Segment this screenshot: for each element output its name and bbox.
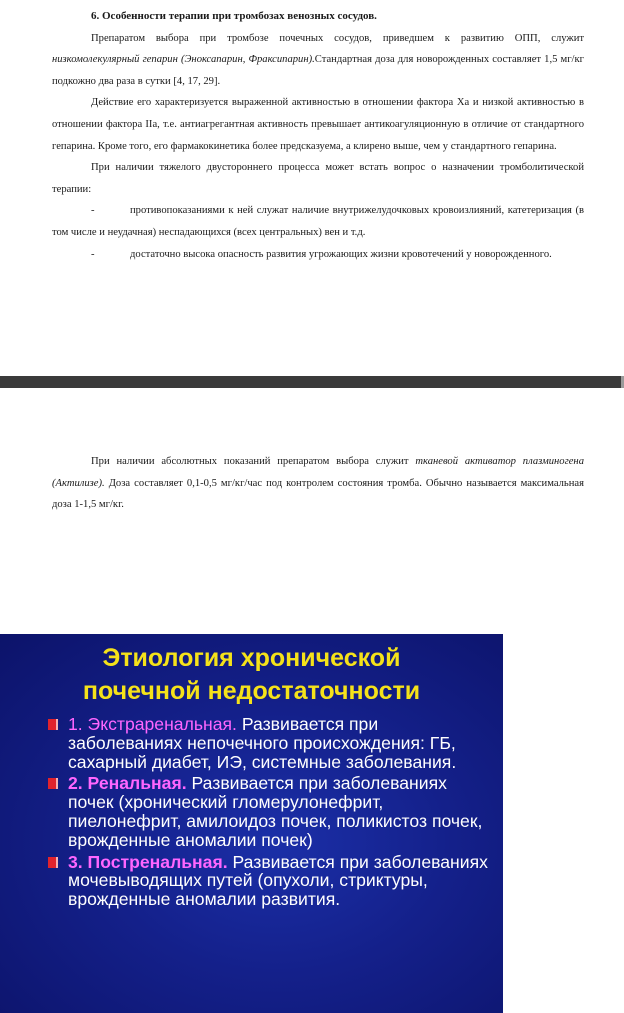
slide-title-line: Этиология хронической: [102, 644, 401, 672]
slide-bullet-item: [48, 774, 488, 849]
list-item: [52, 200, 584, 243]
drug-name-italic: низкомолекулярный гепарин (Эноксапарин, Фраксипарин).: [52, 54, 315, 66]
presentation-slide: [0, 634, 503, 1013]
square-bullet-icon: [48, 778, 58, 789]
paragraph-text: Стандартная доза для новорожденных составляет 1,5 мг/кг подкожно два раза в сутки [4, 17, 29].: [52, 54, 584, 87]
list-item-text: достаточно высока опасность развития угрожающих жизни кровотечений у новорожденного.: [130, 248, 552, 260]
paragraph-text: При наличии абсолютных показаний препаратом выбора служит: [91, 456, 416, 467]
paragraph-text: Доза составляет 0,1-0,5 мг/кг/час под контролем состояния тромба. Обычно называется максимальная доза 1-1,5 мг/кг.: [52, 477, 584, 511]
dash-marker: -: [91, 205, 95, 217]
slide-bullet-item: [48, 715, 488, 771]
item-label: 3. Постренальная.: [68, 851, 228, 872]
item-text: Развивается при заболеваниях непочечного происхождения: ГБ, сахарный диабет, ИЭ, системные заболевания.: [68, 714, 457, 772]
drug-name-italic: тканевой активатор плазминогена (Актилизе).: [52, 456, 584, 489]
paragraph-thrombolytic: При наличии тяжелого двустороннего процесса может встать вопрос о назначении тромболитической терапии:: [52, 162, 584, 195]
list-item: [52, 244, 584, 266]
item-text: Развивается при заболеваниях мочевыводящих путей (опухоли, стриктуры, врожденные аномалии развития.: [68, 851, 488, 910]
section-heading: 6. Особенности терапии при тромбозах венозных сосудов.: [91, 10, 377, 22]
item-label: 1. Экстраренальная.: [68, 714, 237, 734]
square-bullet-icon: [48, 857, 58, 868]
square-bullet-icon: [48, 719, 58, 730]
dash-marker: -: [91, 248, 95, 260]
document-page-1: [52, 6, 584, 265]
slide-bullet-item: [48, 853, 488, 909]
paragraph-text: Препаратом выбора при тромбозе почечных сосудов, приведшем к развитию ОПП, служит: [91, 32, 584, 44]
item-label: 2. Ренальная.: [68, 773, 187, 794]
paragraph-action: Действие его характеризуется выраженной активностью в отношении фактора Ха и низкой активностью в отношении фактора IIa, т.е. антиагрегантная активность превышает антикоагуляционную в отличие от стандартного гепарина. Кроме того, его фармакокинетика более предсказуема, а клирено выше, чем у стандартного гепарина.: [52, 97, 584, 152]
paragraph-heparin: [52, 28, 584, 93]
list-item-text: противопоказаниями к ней служат наличие внутрижелудочковых кровоизлияний, катетеризация (в том числе и неудачная) неспадающихся (всех центральных) вен и т.д.: [52, 205, 584, 238]
page-divider: [0, 376, 624, 388]
slide-title: [0, 642, 503, 708]
document-page-2: [52, 451, 584, 516]
paragraph-activator: [52, 451, 584, 516]
slide-title-line: почечной недостаточности: [82, 677, 421, 705]
item-text: Развивается при заболеваниях почек (хронический гломерулонефрит, пиелонефрит, амилоидоз почек, поликистоз почек, врожденные аномалии почек): [68, 773, 483, 850]
slide-bullet-list: [48, 715, 488, 912]
